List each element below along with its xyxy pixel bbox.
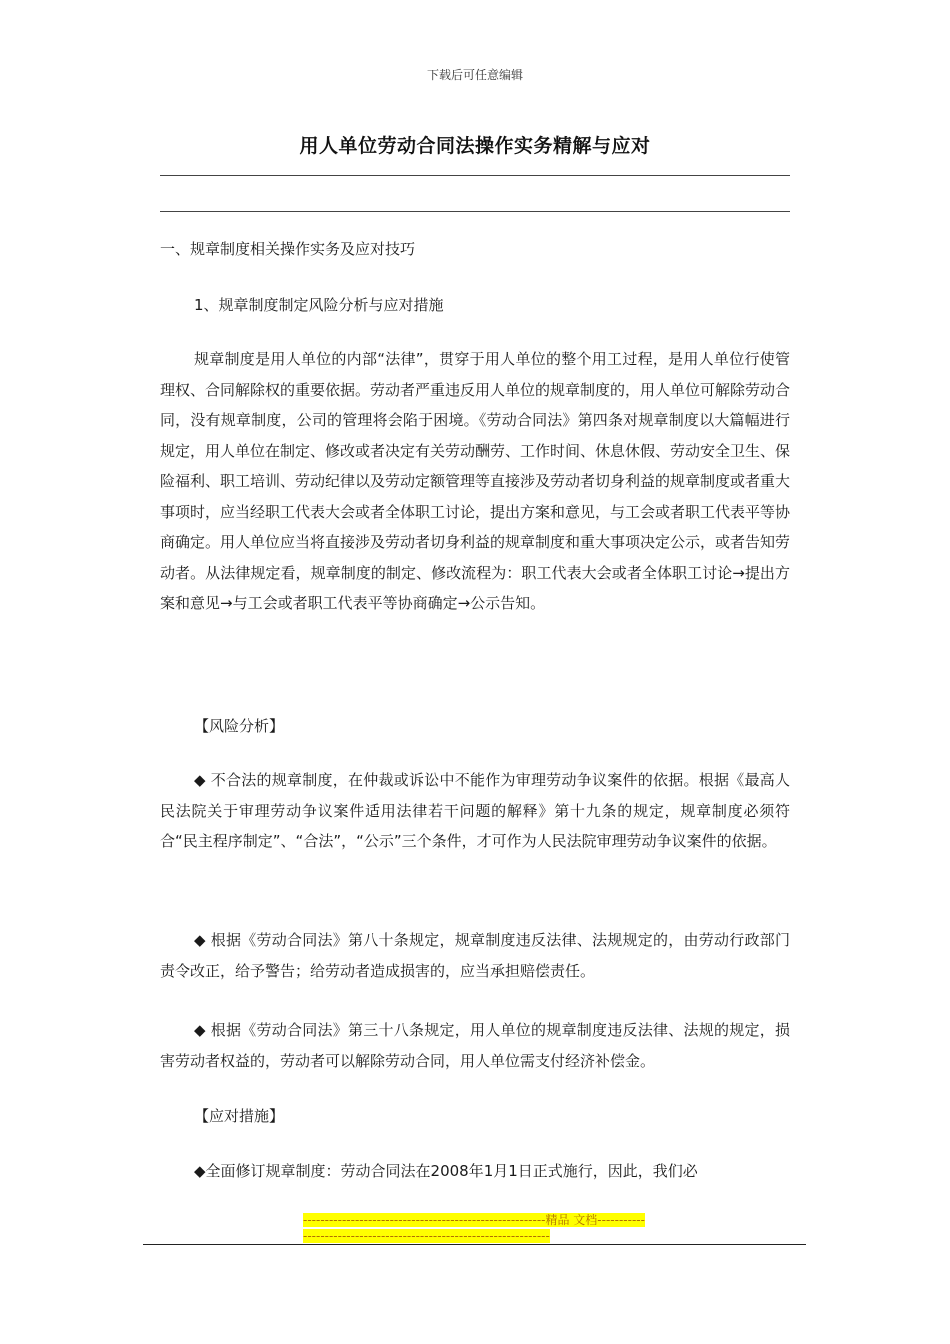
title-rule-bottom xyxy=(160,211,790,212)
footer-rule xyxy=(143,1244,806,1245)
risk-analysis-label: 【风险分析】 xyxy=(194,717,285,735)
title-rule-top xyxy=(160,175,790,176)
paragraph-intro: 规章制度是用人单位的内部“法律”，贯穿于用人单位的整个用工过程，是用人单位行使管理权、合同解除权的重要依据。劳动者严重违反用人单位的规章制度的，用人单位可解除劳动合同，没有规章制度，公司的管理将会陷于困境。《劳动合同法》第四条对规章制度以大篇幅进行规定，用人单位在制定、修改或者决定有关劳动酬劳、工作时间、休息休假、劳动安全卫生、保险福利、职工培训、劳动纪律以及劳动定额管理等直接涉及劳动者切身利益的规章制度或者重大事项时，应当经职工代表大会或者全体职工讨论，提出方案和意见，与工会或者职工代表平等协商确定。用人单位应当将直接涉及劳动者切身利益的规章制度和重大事项决定公示，或者告知劳动者。从法律规定看，规章制度的制定、修改流程为：职工代表大会或者全体职工讨论→提出方案和意见→与工会或者职工代表平等协商确定→公示告知。 xyxy=(160,350,791,612)
document-title: 用人单位劳动合同法操作实务精解与应对 xyxy=(299,135,651,157)
measures-label: 【应对措施】 xyxy=(194,1107,285,1125)
footer-watermark-text: --------------------------------------------------------精品 文档-------------------------------------------------------------------- xyxy=(303,1213,645,1243)
risk-item-1: ◆ 不合法的规章制度，在仲裁或诉讼中不能作为审理劳动争议案件的依据。根据《最高人民法院关于审理劳动争议案件适用法律若干问题的解释》第十九条的规定，规章制度必须符合“民主程序制定”、“合法”，“公示”三个条件，才可作为人民法院审理劳动争议案件的依据。 xyxy=(160,771,790,850)
measure-item-1: ◆全面修订规章制度：劳动合同法在2008年1月1日正式施行，因此，我们必 xyxy=(194,1162,698,1180)
footer-watermark xyxy=(303,1212,648,1244)
subsection-heading: 1、规章制度制定风险分析与应对措施 xyxy=(194,296,444,314)
risk-item-2: ◆ 根据《劳动合同法》第八十条规定，规章制度违反法律、法规规定的，由劳动行政部门责令改正，给予警告；给劳动者造成损害的，应当承担赔偿责任。 xyxy=(160,931,790,980)
page-header-note: 下载后可任意编辑 xyxy=(426,68,523,82)
section-heading: 一、规章制度相关操作实务及应对技巧 xyxy=(160,240,416,258)
risk-item-3: ◆ 根据《劳动合同法》第三十八条规定，用人单位的规章制度违反法律、法规的规定，损害劳动者权益的，劳动者可以解除劳动合同，用人单位需支付经济补偿金。 xyxy=(160,1021,790,1070)
